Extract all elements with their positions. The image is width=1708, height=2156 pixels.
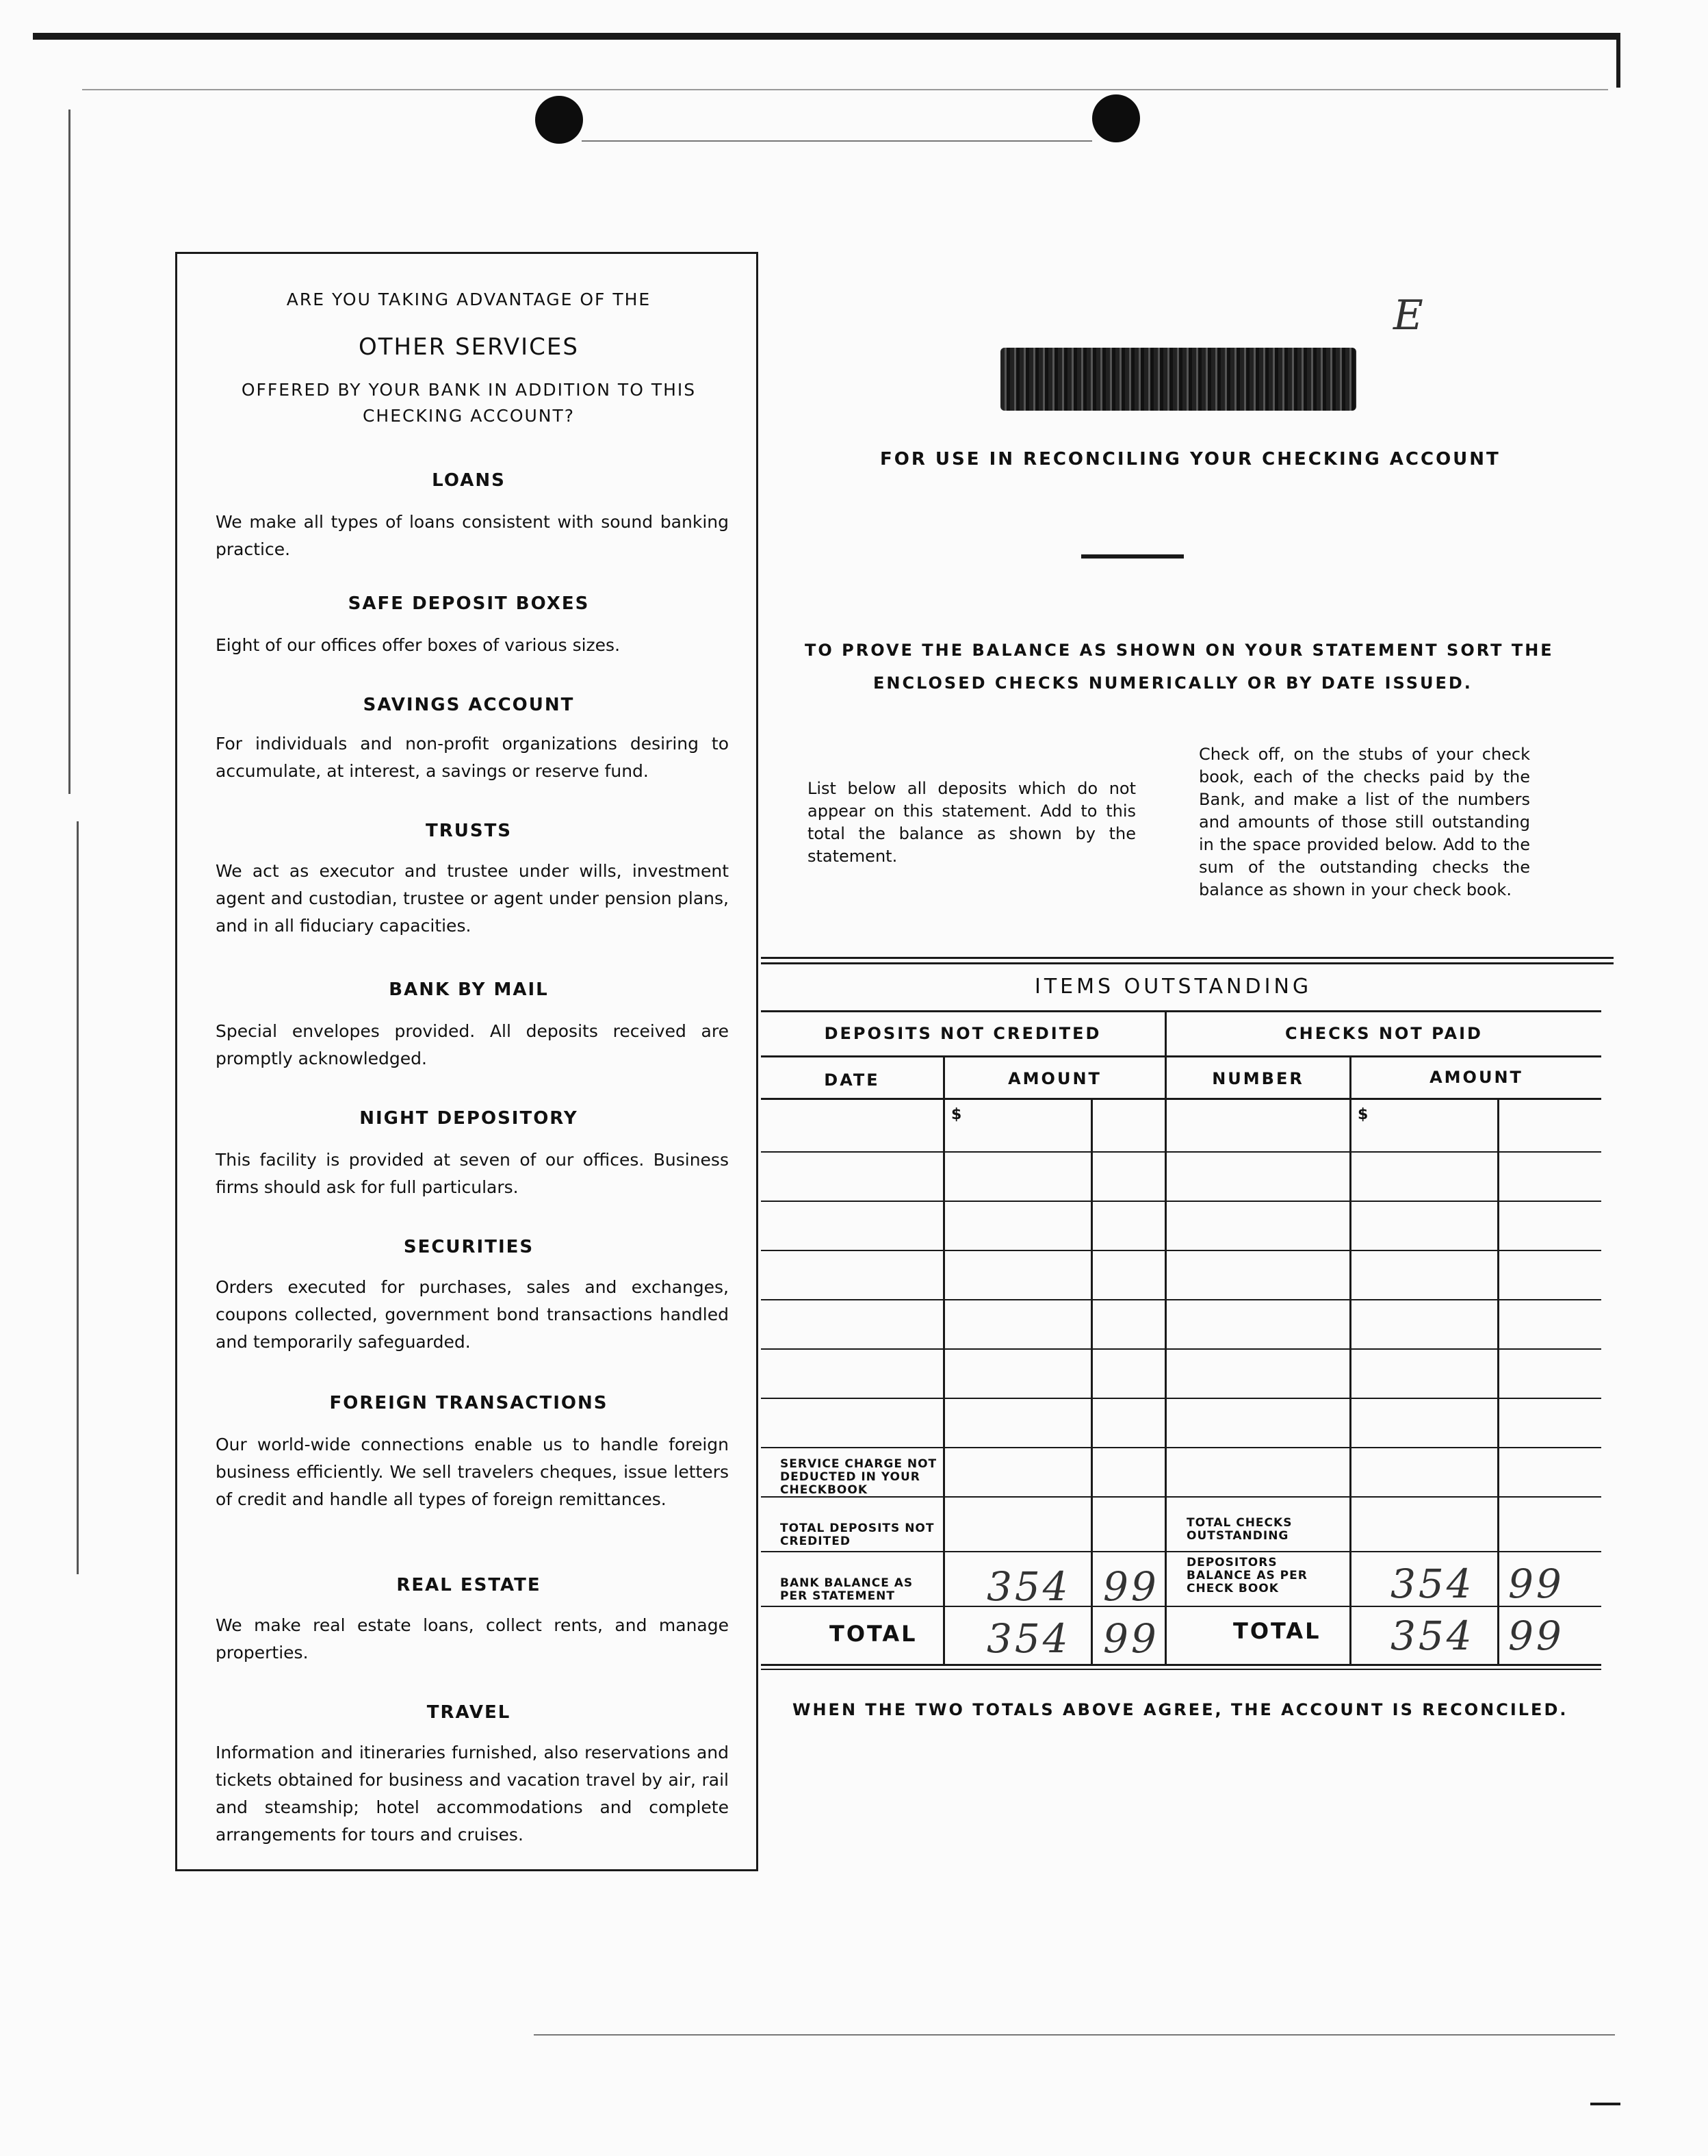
service-text: This facility is provided at seven of our offices. Business firms should ask for full particulars. xyxy=(216,1150,729,1197)
left-total-cents: 99 xyxy=(1103,1615,1159,1662)
service-heading: TRUSTS xyxy=(425,821,513,841)
service-heading: NIGHT DEPOSITORY xyxy=(359,1108,578,1129)
service-heading: LOANS xyxy=(432,470,506,491)
row-line xyxy=(761,1151,1601,1153)
services-intro-line2: OFFERED BY YOUR BANK IN ADDITION TO THIS xyxy=(241,380,697,400)
items-outstanding-title: ITEMS OUTSTANDING xyxy=(1035,975,1312,999)
short-rule xyxy=(1081,554,1184,559)
service-heading: REAL ESTATE xyxy=(396,1575,541,1595)
right-cents-divider xyxy=(1497,1098,1499,1664)
service-text: Special envelopes provided. All deposits received are promptly acknowledged. xyxy=(216,1021,729,1068)
service-text: Orders executed for purchases, sales and exchanges, coupons collected, government bond transactions handled and temporarily safeguarded. xyxy=(216,1277,729,1352)
service-text: Information and itineraries furnished, also reservations and tickets obtained for business and vacation travel by air, rail and steamship; hotel accommodations and complete arrangements for tours and cruises. xyxy=(216,1743,729,1845)
binder-hole-left xyxy=(535,96,583,144)
left-cents-divider xyxy=(1091,1098,1093,1664)
prove-line1: TO PROVE THE BALANCE AS SHOWN ON YOUR STATEMENT SORT THE xyxy=(805,641,1554,660)
left-col-divider xyxy=(943,1055,945,1664)
service-text: We make all types of loans consistent with sound banking practice. xyxy=(216,512,729,559)
header-top-line xyxy=(761,1010,1601,1012)
service-heading: SAFE DEPOSIT BOXES xyxy=(348,593,590,614)
bank-balance-label: BANK BALANCE AS PER STATEMENT xyxy=(780,1576,914,1603)
dollar-sign-left: $ xyxy=(951,1106,962,1123)
right-total-cents: 99 xyxy=(1508,1613,1564,1659)
bottom-scan-line xyxy=(534,2034,1615,2036)
service-text: We make real estate loans, collect rents, and manage properties. xyxy=(216,1615,729,1663)
row-line xyxy=(761,1398,1601,1399)
bottom-edge-mark xyxy=(1590,2103,1620,2105)
deposits-instruction: List below all deposits which do not appear on this statement. Add to this total the balance as shown by the statement. xyxy=(807,779,1136,866)
service-text: We act as executor and trustee under wills, investment agent and custodian, trustee or agent under pension plans, and in all fiduciary capacities. xyxy=(216,861,729,936)
services-intro-title: OTHER SERVICES xyxy=(359,333,579,361)
corner-mark: E xyxy=(1393,292,1423,339)
services-panel xyxy=(175,252,758,1871)
service-text: Eight of our offices offer boxes of various sizes. xyxy=(216,635,621,655)
row-line xyxy=(761,1250,1601,1251)
left-total-dollars: 354 xyxy=(987,1615,1071,1662)
row-line xyxy=(761,1606,1601,1607)
left-edge xyxy=(68,110,70,794)
service-heading: SECURITIES xyxy=(403,1237,534,1257)
date-column-header: DATE xyxy=(824,1070,880,1090)
binder-hole-right xyxy=(1092,94,1140,142)
center-divider xyxy=(1165,1010,1167,1664)
right-col-divider xyxy=(1349,1055,1351,1664)
items-outstanding-table xyxy=(761,1010,1601,1667)
depositors-balance-dollars: 354 xyxy=(1390,1561,1475,1607)
table-top-rule2 xyxy=(761,962,1614,964)
row-line xyxy=(761,1348,1601,1350)
services-intro-line3: CHECKING ACCOUNT? xyxy=(362,406,575,426)
header-mid-line xyxy=(761,1055,1601,1057)
top-scan-line xyxy=(82,89,1608,90)
hole-line xyxy=(582,140,1092,142)
service-text: For individuals and non-profit organizations desiring to accumulate, at interest, a savings or reserve fund. xyxy=(216,734,729,781)
bank-balance-cents: 99 xyxy=(1103,1563,1159,1610)
services-intro-line1: ARE YOU TAKING ADVANTAGE OF THE xyxy=(286,290,651,309)
row-line xyxy=(761,1447,1601,1448)
depositors-balance-cents: 99 xyxy=(1508,1561,1564,1607)
right-border xyxy=(1616,33,1620,88)
prove-line2: ENCLOSED CHECKS NUMERICALLY OR BY DATE ISSUED. xyxy=(873,673,1473,693)
checks-instruction: Check off, on the stubs of your check book, each of the checks paid by the Bank, and make a list of the numbers and amounts of those still outstanding in the space provided below. Add to the sum of the outstanding checks the balance as shown in your check book. xyxy=(1199,745,1530,899)
table-top-rule xyxy=(761,957,1614,959)
service-heading: FOREIGN TRANSACTIONS xyxy=(329,1393,608,1413)
deposits-not-credited-header: DEPOSITS NOT CREDITED xyxy=(824,1024,1102,1043)
amount-column-header-right: AMOUNT xyxy=(1429,1068,1523,1087)
service-charge-label: SERVICE CHARGE NOT DEDUCTED IN YOUR CHECKBOOK xyxy=(780,1457,937,1497)
right-total-label: TOTAL xyxy=(1233,1618,1321,1644)
depositors-balance-label: DEPOSITORS BALANCE AS PER CHECK BOOK xyxy=(1187,1556,1308,1595)
bank-balance-dollars: 354 xyxy=(987,1563,1071,1610)
redacted-address xyxy=(1000,348,1356,411)
number-column-header: NUMBER xyxy=(1212,1069,1304,1088)
checks-not-paid-header: CHECKS NOT PAID xyxy=(1285,1024,1483,1043)
dollar-sign-right: $ xyxy=(1358,1106,1369,1123)
total-line xyxy=(761,1664,1601,1666)
row-line xyxy=(761,1201,1601,1202)
row-line xyxy=(761,1299,1601,1300)
total-checks-label: TOTAL CHECKS OUTSTANDING xyxy=(1187,1516,1293,1543)
service-heading: SAVINGS ACCOUNT xyxy=(363,695,575,715)
service-heading: BANK BY MAIL xyxy=(389,979,549,1000)
header-bottom-line xyxy=(761,1098,1601,1100)
amount-column-header-left: AMOUNT xyxy=(1008,1069,1102,1088)
left-total-label: TOTAL xyxy=(829,1621,918,1647)
total-line2 xyxy=(761,1669,1601,1670)
left-edge-lower xyxy=(77,821,79,1574)
top-border xyxy=(33,33,1620,40)
total-deposits-label: TOTAL DEPOSITS NOT CREDITED xyxy=(780,1522,935,1548)
row-line xyxy=(761,1551,1601,1552)
service-heading: TRAVEL xyxy=(426,1702,511,1723)
reconciled-footer: WHEN THE TWO TOTALS ABOVE AGREE, THE ACCOUNT IS RECONCILED. xyxy=(792,1700,1568,1719)
right-total-dollars: 354 xyxy=(1390,1613,1475,1659)
reconcile-title: FOR USE IN RECONCILING YOUR CHECKING ACCOUNT xyxy=(880,449,1501,470)
service-text: Our world-wide connections enable us to handle foreign business efficiently. We sell travelers cheques, issue letters of credit and handle all types of foreign remittances. xyxy=(216,1435,729,1509)
